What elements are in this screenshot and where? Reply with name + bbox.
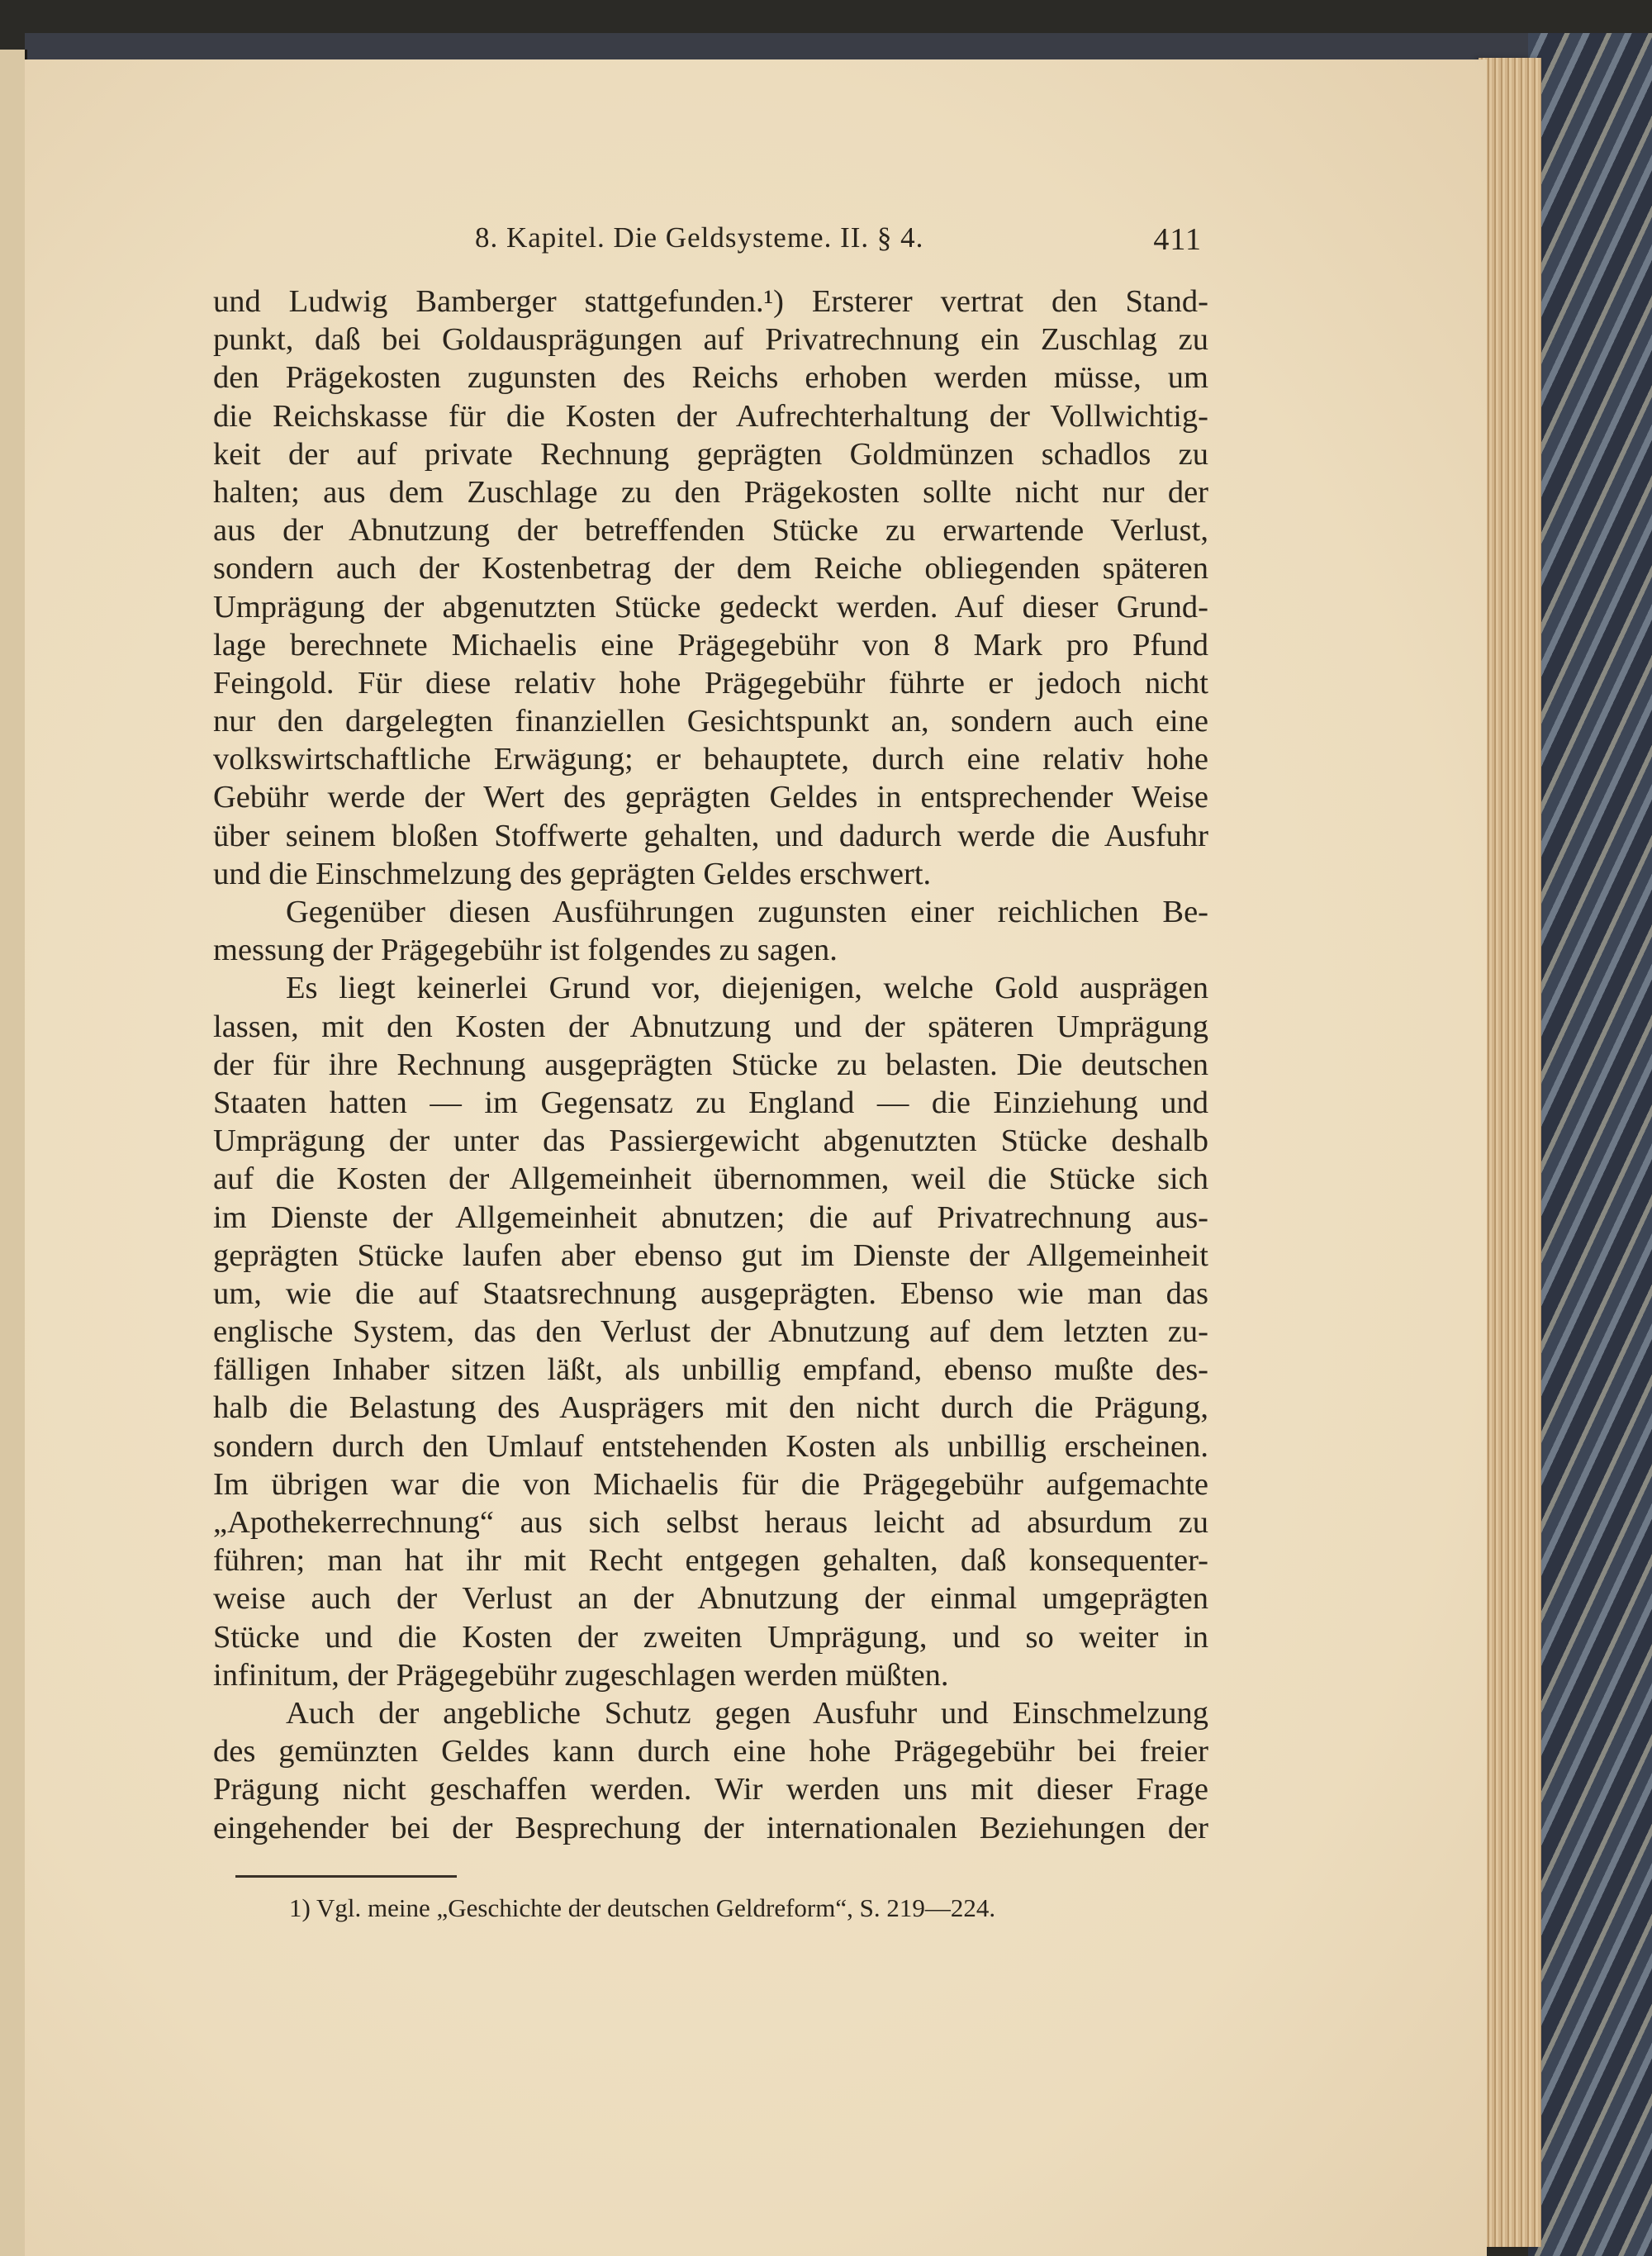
text-line: geprägten Stücke laufen aber ebenso gut im Dienste der Allgemeinheit [213, 1237, 1208, 1273]
text-line: und die Einschmelzung des geprägten Geldes erschwert. [213, 856, 932, 891]
text-line: englische System, das den Verlust der Abnutzung auf dem letzten zu- [213, 1314, 1208, 1350]
text-line: infinitum, der Prägegebühr zugeschlagen werden müßten. [213, 1657, 949, 1693]
text-line: die Reichskasse für die Kosten der Aufrechterhaltung der Vollwichtig- [213, 398, 1208, 434]
text-line: Staaten hatten — im Gegensatz zu England — die Einziehung und [213, 1085, 1208, 1120]
text-line: „Apothekerrechnung“ aus sich selbst heraus leicht ad absurdum zu [213, 1505, 1208, 1540]
text-line: sondern durch den Umlauf entstehenden Kosten als unbillig erscheinen. [213, 1428, 1208, 1464]
text-line: Auch der angebliche Schutz gegen Ausfuhr und Einschmelzung [286, 1695, 1208, 1731]
page-edges [1479, 58, 1541, 2247]
text-line: Prägung nicht geschaffen werden. Wir werden uns mit dieser Frage [213, 1772, 1208, 1807]
text-line: Umprägung der abgenutzten Stücke gedeckt werden. Auf dieser Grund- [213, 589, 1208, 625]
text-line: sondern auch der Kostenbetrag der dem Reiche obliegenden späteren [213, 551, 1208, 587]
page-number: 411 [1153, 222, 1202, 257]
text-line: aus der Abnutzung der betreffenden Stücke zu erwartende Verlust, [213, 513, 1208, 549]
text-line: der für ihre Rechnung ausgeprägten Stücke zu belasten. Die deutschen [213, 1047, 1208, 1082]
footnote: 1) Vgl. meine „Geschichte der deutschen Geldreform“, S. 219—224. [289, 1893, 996, 1922]
text-line: halb die Belastung des Ausprägers mit den nicht durch die Prägung, [213, 1390, 1208, 1426]
text-line: halten; aus dem Zuschlage zu den Prägekosten sollte nicht nur der [213, 474, 1208, 510]
text-line: des gemünzten Geldes kann durch eine hohe Prägegebühr bei freier [213, 1734, 1208, 1769]
text-line: Stücke und die Kosten der zweiten Umprägung, und so weiter in [213, 1619, 1208, 1655]
text-line: über seinem bloßen Stoffwerte gehalten, und dadurch werde die Ausfuhr [213, 818, 1208, 853]
text-line: führen; man hat ihr mit Recht entgegen gehalten, daß konsequenter- [213, 1543, 1208, 1579]
facing-page-edge [0, 50, 27, 2256]
text-line: Im übrigen war die von Michaelis für die Prägegebühr aufgemachte [213, 1466, 1208, 1502]
footnote-rule [235, 1875, 457, 1878]
text-line: volkswirtschaftliche Erwägung; er behauptete, durch eine relativ hohe [213, 742, 1208, 777]
text-line: den Prägekosten zugunsten des Reichs erhoben werden müsse, um [213, 360, 1208, 396]
text-line: keit der auf private Rechnung geprägten Goldmünzen schadlos zu [213, 436, 1208, 472]
text-line: weise auch der Verlust an der Abnutzung der einmal umgeprägten [213, 1581, 1208, 1617]
text-line: punkt, daß bei Goldausprägungen auf Privatrechnung ein Zuschlag zu [213, 322, 1208, 358]
text-line: Feingold. Für diese relativ hohe Prägegebühr führte er jedoch nicht [213, 665, 1208, 701]
text-line: auf die Kosten der Allgemeinheit übernommen, weil die Stücke sich [213, 1161, 1208, 1197]
text-line: lassen, mit den Kosten der Abnutzung und der späteren Umprägung [213, 1009, 1208, 1044]
body-text [213, 283, 1208, 1847]
text-line: um, wie die auf Staatsrechnung ausgeprägten. Ebenso wie man das [213, 1275, 1208, 1311]
text-line: im Dienste der Allgemeinheit abnutzen; die auf Privatrechnung aus- [213, 1199, 1208, 1235]
text-line: Es liegt keinerlei Grund vor, diejenigen, welche Gold ausprägen [286, 971, 1208, 1006]
text-line: Umprägung der unter das Passiergewicht abgenutzten Stücke deshalb [213, 1123, 1208, 1159]
text-line: Gebühr werde der Wert des geprägten Geldes in entsprechender Weise [213, 780, 1208, 815]
text-line: lage berechnete Michaelis eine Prägegebühr von 8 Mark pro Pfund [213, 627, 1208, 663]
text-line: nur den dargelegten finanziellen Gesichtspunkt an, sondern auch eine [213, 704, 1208, 739]
running-header [475, 221, 1202, 263]
text-line: messung der Prägegebühr ist folgendes zu sagen. [213, 933, 838, 968]
text-line: Gegenüber diesen Ausführungen zugunsten einer reichlichen Be- [286, 895, 1208, 929]
text-line: eingehender bei der Besprechung der internationalen Beziehungen der [213, 1810, 1208, 1845]
text-line: fälligen Inhaber sitzen läßt, als unbillig empfand, ebenso mußte des- [213, 1352, 1208, 1388]
text-line: und Ludwig Bamberger stattgefunden.¹) Ersterer vertrat den Stand- [213, 284, 1208, 319]
marbled-cover-board [1528, 33, 1652, 2256]
running-title: 8. Kapitel. Die Geldsysteme. II. § 4. [475, 221, 924, 254]
